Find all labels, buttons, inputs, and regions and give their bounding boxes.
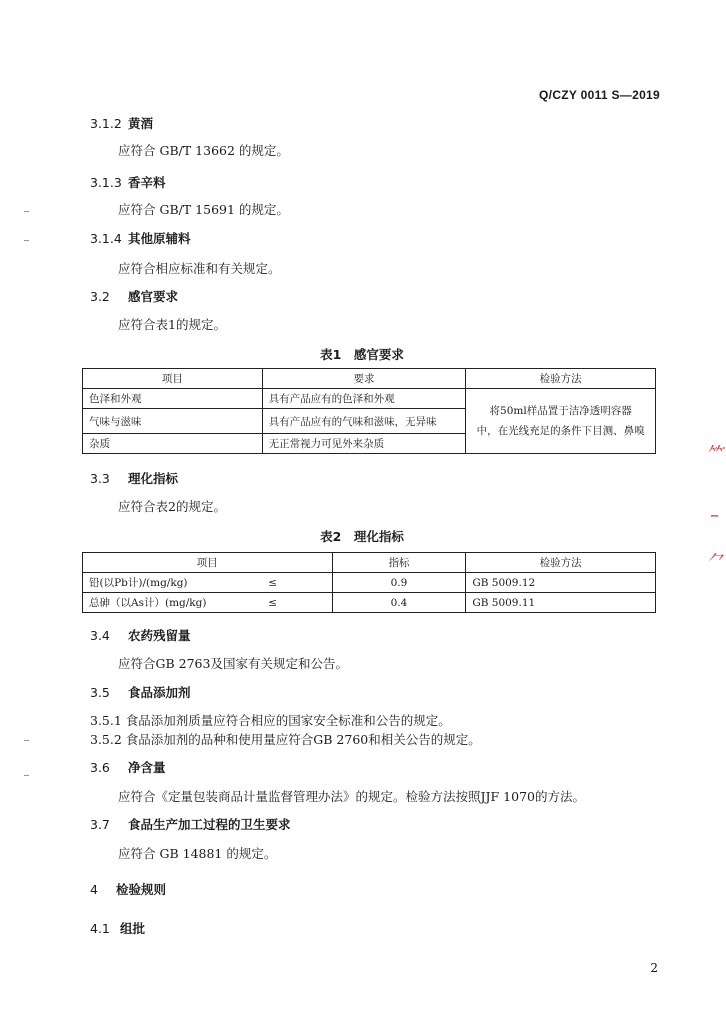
table-row bbox=[83, 593, 656, 613]
section-title: 感官要求 bbox=[128, 289, 179, 304]
section-3-1-4-text: 应符合相应标准和有关规定。 bbox=[118, 261, 281, 276]
requirement-cell: 无正常视力可见外来杂质 bbox=[262, 434, 466, 454]
section-3-6-heading bbox=[90, 758, 166, 776]
section-3-2-text: 应符合表1的规定。 bbox=[118, 317, 226, 332]
section-3-1-2-heading bbox=[90, 114, 153, 132]
table-header-row bbox=[83, 369, 656, 389]
table2-caption: 表2 理化指标 bbox=[320, 529, 404, 544]
section-number: 3.7 bbox=[90, 817, 110, 832]
section-3-3-heading bbox=[90, 469, 178, 487]
margin-tick bbox=[24, 240, 29, 241]
method-cell: GB 5009.11 bbox=[466, 593, 656, 613]
section-number: 3.5 bbox=[90, 685, 110, 700]
column-header: 要求 bbox=[262, 369, 466, 389]
method-text: 将50ml样品置于洁净透明容器 bbox=[489, 405, 632, 417]
section-title: 食品生产加工过程的卫生要求 bbox=[128, 817, 291, 832]
section-3-7-heading bbox=[90, 815, 291, 833]
table-row bbox=[83, 573, 656, 593]
section-3-5-heading bbox=[90, 683, 191, 701]
table-physicochemical-indicators bbox=[82, 552, 656, 613]
table1-caption: 表1 感官要求 bbox=[320, 347, 404, 362]
column-header: 指标 bbox=[332, 553, 466, 573]
column-header: 检验方法 bbox=[466, 553, 656, 573]
margin-tick bbox=[24, 211, 29, 212]
section-3-5-1-text: 3.5.1 食品添加剂质量应符合相应的国家安全标准和公告的规定。 bbox=[90, 713, 451, 728]
operator-cell: ≤ bbox=[262, 593, 332, 613]
table-sensory-requirements bbox=[82, 368, 656, 454]
section-3-2-heading bbox=[90, 287, 178, 305]
value-cell: 0.9 bbox=[332, 573, 466, 593]
section-3-7-text: 应符合 GB 14881 的规定。 bbox=[118, 846, 277, 861]
section-3-4-heading bbox=[90, 626, 191, 644]
section-3-6-text: 应符合《定量包装商品计量监督管理办法》的规定。检验方法按照JJF 1070的方法。 bbox=[118, 789, 585, 804]
section-number: 3.1.2 bbox=[90, 116, 122, 131]
section-3-4-text: 应符合GB 2763及国家有关规定和公告。 bbox=[118, 656, 348, 671]
section-number: 4.1 bbox=[90, 921, 110, 936]
method-cell: GB 5009.12 bbox=[466, 573, 656, 593]
section-number: 3.1.3 bbox=[90, 175, 122, 190]
section-3-1-3-text: 应符合 GB/T 15691 的规定。 bbox=[118, 202, 289, 217]
section-3-1-3-heading bbox=[90, 173, 166, 191]
section-3-3-text: 应符合表2的规定。 bbox=[118, 499, 226, 514]
section-3-5-2-text: 3.5.2 食品添加剂的品种和使用量应符合GB 2760和相关公告的规定。 bbox=[90, 732, 481, 747]
method-text: 中，在光线充足的条件下目测、鼻嗅 bbox=[476, 425, 645, 437]
value-cell: 0.4 bbox=[332, 593, 466, 613]
section-title: 组批 bbox=[120, 921, 146, 936]
section-number: 3.4 bbox=[90, 628, 110, 643]
item-cell: 杂质 bbox=[83, 434, 263, 454]
requirement-cell: 具有产品应有的色泽和外观 bbox=[262, 389, 466, 409]
section-title: 理化指标 bbox=[128, 471, 179, 486]
section-3-1-2-text: 应符合 GB/T 13662 的规定。 bbox=[118, 143, 289, 158]
requirement-cell: 具有产品应有的气味和滋味，无异味 bbox=[262, 409, 466, 434]
section-title: 香辛料 bbox=[128, 175, 166, 190]
column-header: 项目 bbox=[83, 369, 263, 389]
section-number: 3.3 bbox=[90, 471, 110, 486]
section-title: 农药残留量 bbox=[128, 628, 191, 643]
section-title: 黄酒 bbox=[128, 116, 154, 131]
section-4-1-heading bbox=[90, 919, 145, 937]
item-cell: 铅(以Pb计)/(mg/kg) bbox=[83, 573, 263, 593]
red-stamp-fragment: ⺈ bbox=[708, 552, 726, 573]
section-4-heading bbox=[90, 880, 166, 898]
red-stamp-fragment: – bbox=[710, 505, 719, 526]
page-number: 2 bbox=[650, 961, 658, 975]
table-row bbox=[83, 389, 656, 409]
section-number: 3.1.4 bbox=[90, 231, 122, 246]
section-number: 4 bbox=[90, 882, 98, 897]
section-number: 3.6 bbox=[90, 760, 110, 775]
section-title: 食品添加剂 bbox=[128, 685, 191, 700]
item-cell: 气味与滋味 bbox=[83, 409, 263, 434]
document-code: Q/CZY 0011 S—2019 bbox=[539, 88, 660, 102]
margin-tick bbox=[24, 740, 29, 741]
section-3-1-4-heading bbox=[90, 229, 191, 247]
operator-cell: ≤ bbox=[262, 573, 332, 593]
section-number: 3.2 bbox=[90, 289, 110, 304]
item-cell: 色泽和外观 bbox=[83, 389, 263, 409]
red-stamp-fragment: ⺮ bbox=[708, 444, 726, 465]
section-title: 净含量 bbox=[128, 760, 166, 775]
section-title: 其他原辅料 bbox=[128, 231, 191, 246]
item-cell: 总砷（以As计）(mg/kg) bbox=[83, 593, 263, 613]
method-cell bbox=[466, 389, 656, 454]
table-header-row bbox=[83, 553, 656, 573]
column-header: 检验方法 bbox=[466, 369, 656, 389]
column-header: 项目 bbox=[83, 553, 333, 573]
margin-tick bbox=[24, 775, 29, 776]
section-title: 检验规则 bbox=[116, 882, 167, 897]
